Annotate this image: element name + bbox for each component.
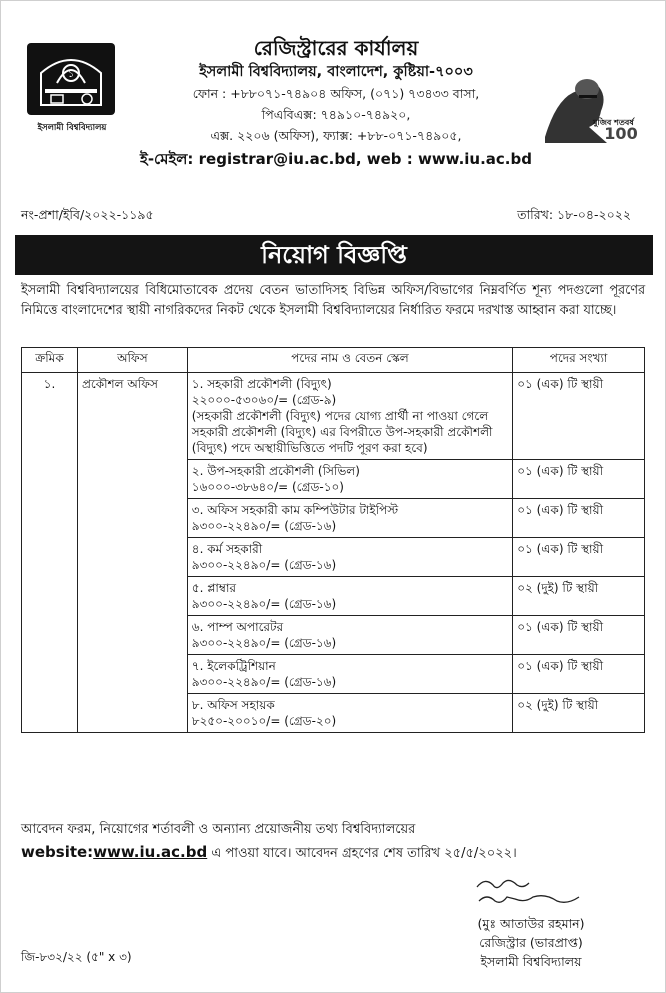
post-note: (সহকারী প্রকৌশলী (বিদ্যুৎ) পদের যোগ্য প্রার্থী না পাওয়া গেলে সহকারী প্রকৌশলী (বিদ্যুৎ) এর বিপরীতে উপ-সহকারী প্রকৌশলী (বিদ্যুৎ) পদে অস্থায়ীভিত্তিতে পদটি পূরণ করা হবে)	[191, 409, 493, 455]
logo-emblem	[27, 43, 115, 115]
logo-caption: ইসলামী বিশ্ববিদ্যালয়	[37, 123, 107, 133]
phone-line: ফোন : +৮৮০৭১-৭৪৯০৪ অফিস, (০৭১) ৭৩৪৩৩ বাসা,	[192, 86, 480, 101]
pabx-line: পিএবিএক্স: ৭৪৯১০-৭৪৯২০,	[261, 107, 411, 122]
post-scale: ৯৩০০-২২৪৯০/= (গ্রেড-১৬)	[191, 519, 337, 533]
office-title: রেজিস্ট্রারের কার্যালয়	[253, 36, 419, 60]
post-name: ১. সহকারী প্রকৌশলী (বিদ্যুৎ)	[191, 377, 332, 391]
office-header	[131, 35, 541, 172]
post-scale: ৯৩০০-২২৪৯০/= (গ্রেড-১৬)	[191, 558, 337, 572]
post-name: ৫. প্লাম্বার	[191, 581, 237, 595]
mujib-label: মুজিব শতবর্ষ	[593, 118, 634, 127]
count-cell: ০১ (এক) টি স্থায়ী	[513, 460, 645, 499]
ext-fax-line: এক্স. ২২০৬ (অফিস), ফ্যাক্স: +৮৮-০৭১-৭৪৯০৫,	[210, 128, 462, 143]
university-logo	[23, 43, 121, 133]
post-cell	[187, 577, 512, 616]
notice-date: তারিখ: ১৮-০৪-২০২২	[517, 207, 631, 222]
signatory-block	[441, 914, 621, 971]
website-link[interactable]: www.iu.ac.bd	[93, 843, 208, 861]
header-post: পদের নাম ও বেতন স্কেল	[187, 348, 512, 373]
post-scale: ৯৩০০-২২৪৯০/= (গ্রেড-১৬)	[191, 597, 337, 611]
post-cell	[187, 694, 512, 733]
count-cell: ০২ (দুই) টি স্থায়ী	[513, 694, 645, 733]
post-scale: ৯৩০০-২২৪৯০/= (গ্রেড-১৬)	[191, 675, 337, 689]
notice-title: নিয়োগ বিজ্ঞপ্তি	[15, 235, 653, 275]
vacancy-table	[21, 347, 645, 733]
post-scale: ১৬০০০-৩৮৬৪০/= (গ্রেড-১০)	[191, 480, 344, 494]
count-cell: ০১ (এক) টি স্থায়ী	[513, 538, 645, 577]
post-name: ৩. অফিস সহকারী কাম কম্পিউটার টাইপিস্ট	[191, 503, 399, 517]
count-cell: ০১ (এক) টি স্থায়ী	[513, 373, 645, 460]
signatory-designation: রেজিস্ট্রার (ভারপ্রাপ্ত)	[479, 935, 583, 950]
post-cell	[187, 460, 512, 499]
handwritten-signature	[467, 873, 597, 909]
count-cell: ০১ (এক) টি স্থায়ী	[513, 499, 645, 538]
mujib-centenary-logo	[537, 57, 649, 147]
office-cell: প্রকৌশল অফিস	[77, 373, 187, 733]
footer-line-1: আবেদন ফরম, নিয়োগের শর্তাবলী ও অন্যান্য প্রয়োজনীয় তথ্য বিশ্ববিদ্যালয়ের	[21, 822, 416, 837]
footer-paragraph	[21, 819, 645, 865]
post-cell	[187, 373, 512, 460]
count-cell: ০১ (এক) টি স্থায়ী	[513, 616, 645, 655]
table-row	[22, 373, 645, 460]
count-cell: ০১ (এক) টি স্থায়ী	[513, 655, 645, 694]
post-scale: ২২০০০-৫৩০৬০/= (গ্রেড-৯)	[191, 393, 337, 407]
signatory-name: (মুঃ আতাউর রহমান)	[477, 916, 585, 931]
header-office: অফিস	[77, 348, 187, 373]
university-address: ইসলামী বিশ্ববিদ্যালয়, বাংলাদেশ, কুষ্টিয়া-৭০০৩	[199, 64, 473, 80]
reference-number: নং-প্রশা/ইবি/২০২২-১১৯৫	[21, 207, 154, 222]
serial-cell: ১.	[22, 373, 78, 733]
post-cell	[187, 655, 512, 694]
post-cell	[187, 616, 512, 655]
post-name: ৭. ইলেকট্রিশিয়ান	[191, 659, 276, 673]
post-cell	[187, 499, 512, 538]
post-name: ৬. পাম্প অপারেটর	[191, 620, 284, 634]
print-code: জি-৮৩২/২২ (৫" x ৩)	[21, 950, 132, 964]
post-scale: ৮২৫০-২০০১০/= (গ্রেড-২০)	[191, 714, 337, 728]
signatory-institution: ইসলামী বিশ্ববিদ্যালয়	[480, 954, 582, 969]
website-label: website:	[21, 843, 94, 861]
post-name: ২. উপ-সহকারী প্রকৌশলী (সিভিল)	[191, 464, 360, 478]
post-name: ৮. অফিস সহায়ক	[191, 698, 275, 712]
svg-text:১: ১	[67, 69, 75, 80]
post-cell	[187, 538, 512, 577]
post-name: ৪. কর্ম সহকারী	[191, 542, 263, 556]
header-count: পদের সংখ্যা	[513, 348, 645, 373]
table-header-row	[22, 348, 645, 373]
intro-paragraph: ইসলামী বিশ্ববিদ্যালয়ের বিধিমোতাবেক প্রদেয় বেতন ভাতাদিসহ বিভিন্ন অফিস/বিভাগের নিম্নবর্ণিত শূন্য পদগুলো পূরণের নিমিত্তে বাংলাদেশের স্থায়ী নাগরিকদের নিকট থেকে ইসলামী বিশ্ববিদ্যালয়ের নির্ধারিত ফরমে দরখাস্ত আহ্বান করা যাচ্ছে।	[21, 283, 645, 318]
count-cell: ০২ (দুই) টি স্থায়ী	[513, 577, 645, 616]
header-serial: ক্রমিক	[22, 348, 78, 373]
post-scale: ৯৩০০-২২৪৯০/= (গ্রেড-১৬)	[191, 636, 337, 650]
footer-line-2: এ পাওয়া যাবে। আবেদন গ্রহণের শেষ তারিখ ২৫/৫/২০২২।	[207, 846, 517, 861]
email-web-line: ই-মেইল: registrar@iu.ac.bd, web : www.iu.ac.bd	[140, 150, 532, 168]
svg-text:100: 100	[604, 124, 638, 143]
